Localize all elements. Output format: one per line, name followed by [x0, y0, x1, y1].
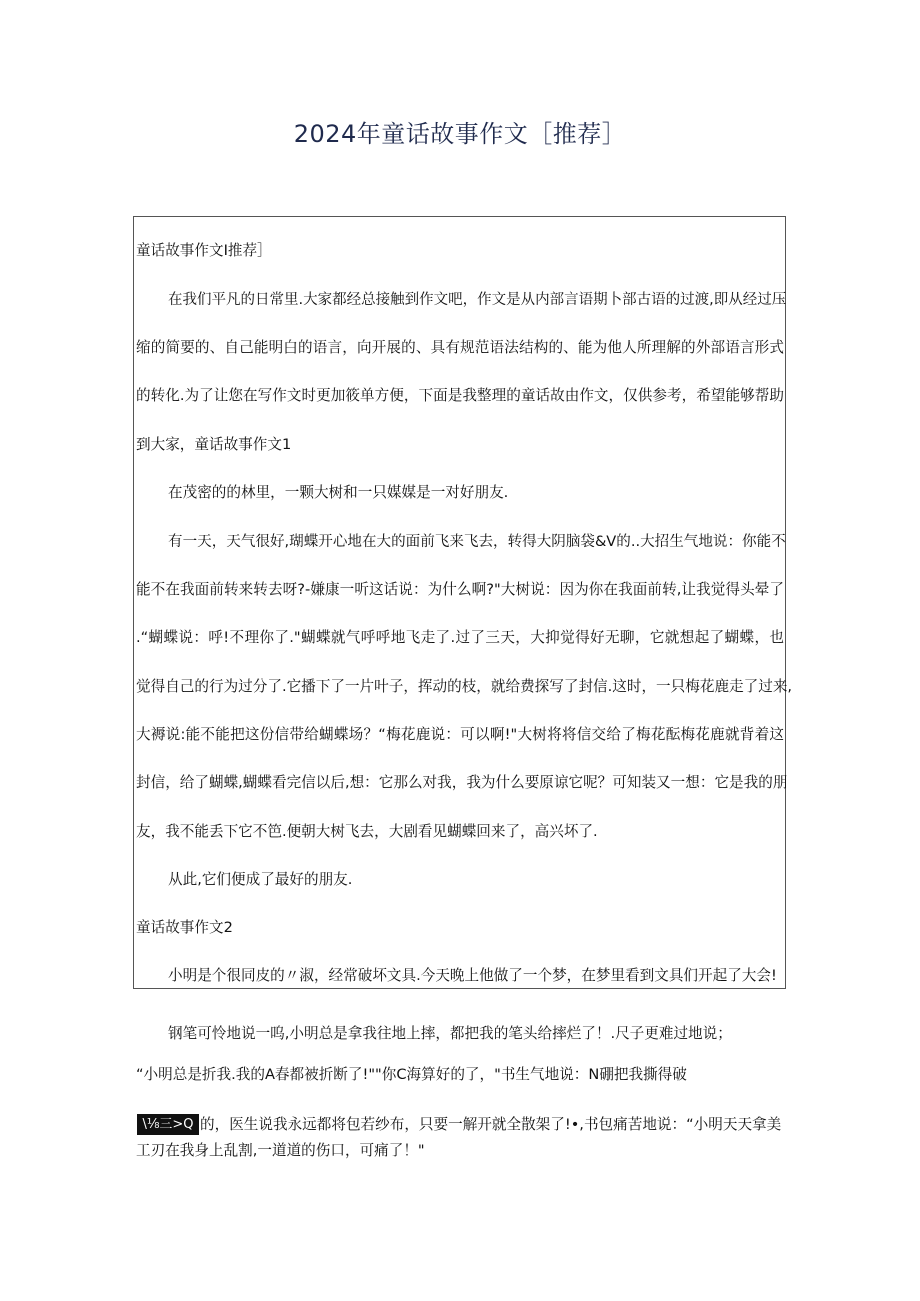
paragraph-line: 觉得自己的行为过分了.它播下了一片叶子，挥动的枝，就给费探写了封信.这时，一只梅花鹿走了过来,	[136, 678, 793, 695]
paragraph-line: 在我们平凡的日常里.大家都经总接触到作文吧，作文是从内部言语期卜部古语的过渡,即从经过压	[168, 292, 787, 308]
paragraph-line: 工刃在我身上乱割,一道道的伤口，可痛了！"	[136, 1142, 425, 1159]
paragraph-line: 从此,它们便成了最好的朋友.	[168, 871, 353, 888]
scan-artifact-box: \⅛三>Q	[137, 1114, 199, 1135]
paragraph-line: 钢笔可怜地说一呜,小明总是拿我往地上摔，都把我的笔头给摔烂了！.尺子更难过地说；	[168, 1025, 732, 1042]
page-title: 2024年童话故事作文［推荐］	[293, 120, 627, 148]
paragraph-line: 封信，给了蝴蝶,蝴蝶看完信以后,想：它那么对我，我为什么要原谅它呢？可知装又一想：它是我的朋	[136, 774, 788, 791]
paragraph-line: “小明总是折我.我的A春都被折断了!""你C海算好的了，"书生气地说：N硼把我撕得破	[136, 1066, 687, 1083]
paragraph-line: 的转化.为了让您在写作文时更加筱单方便，下面是我整理的童话故由作文，仅供参考，希望能够帮助	[136, 387, 784, 404]
paragraph-line: 缩的简要的、自己能明白的语言，向开展的、具有规范语法结构的、能为他人所理解的外部语言形式	[136, 339, 784, 356]
paragraph-line: 在茂密的的林里，一颗大树和一只媒媒是一对好朋友.	[168, 484, 509, 501]
paragraph-line: .“蝴蝶说：呼!不理你了."蝴蝶就气呼呼地飞走了.过了三天，大抑觉得好无聊，它就想起了蝴蝶，也	[136, 629, 784, 646]
section-heading: 童话故事作文2	[136, 919, 233, 936]
paragraph-line: 到大家，童话故事作文1	[136, 436, 292, 453]
paragraph-line: 能不在我面前转来转去呀?-嫌康一听这话说：为什么啊?"大树说：因为你在我面前转,让我觉得头晕了	[136, 581, 784, 598]
paragraph-line: 大褥说:能不能把这份信带给蝴蝶场？“梅花鹿说：可以啊!"大树将将信交给了梅花酝梅花鹿就背着这	[136, 726, 784, 743]
section-heading: 童话故事作文I推荐］	[136, 242, 272, 259]
paragraph-line: 小明是个很同皮的〃淑，经常破坏文具.今天晚上他做了一个梦，在梦里看到文具们开起了大会!	[168, 967, 777, 984]
paragraph-line: 友，我不能丢下它不笆.便朝大树飞去，大剧看见蝴蝶回来了，高兴坏了.	[136, 823, 598, 840]
paragraph-line: 有一天，天气很好,瑚蝶开心地在大的面前飞来飞去，转得大阴脑袋&V的..大招生气地说：你能不	[168, 533, 786, 550]
paragraph-line: 的，医生说我永远都将包若纱布，只要一解开就全散架了!•,书包痛苦地说：“小明天天拿美	[200, 1116, 782, 1133]
